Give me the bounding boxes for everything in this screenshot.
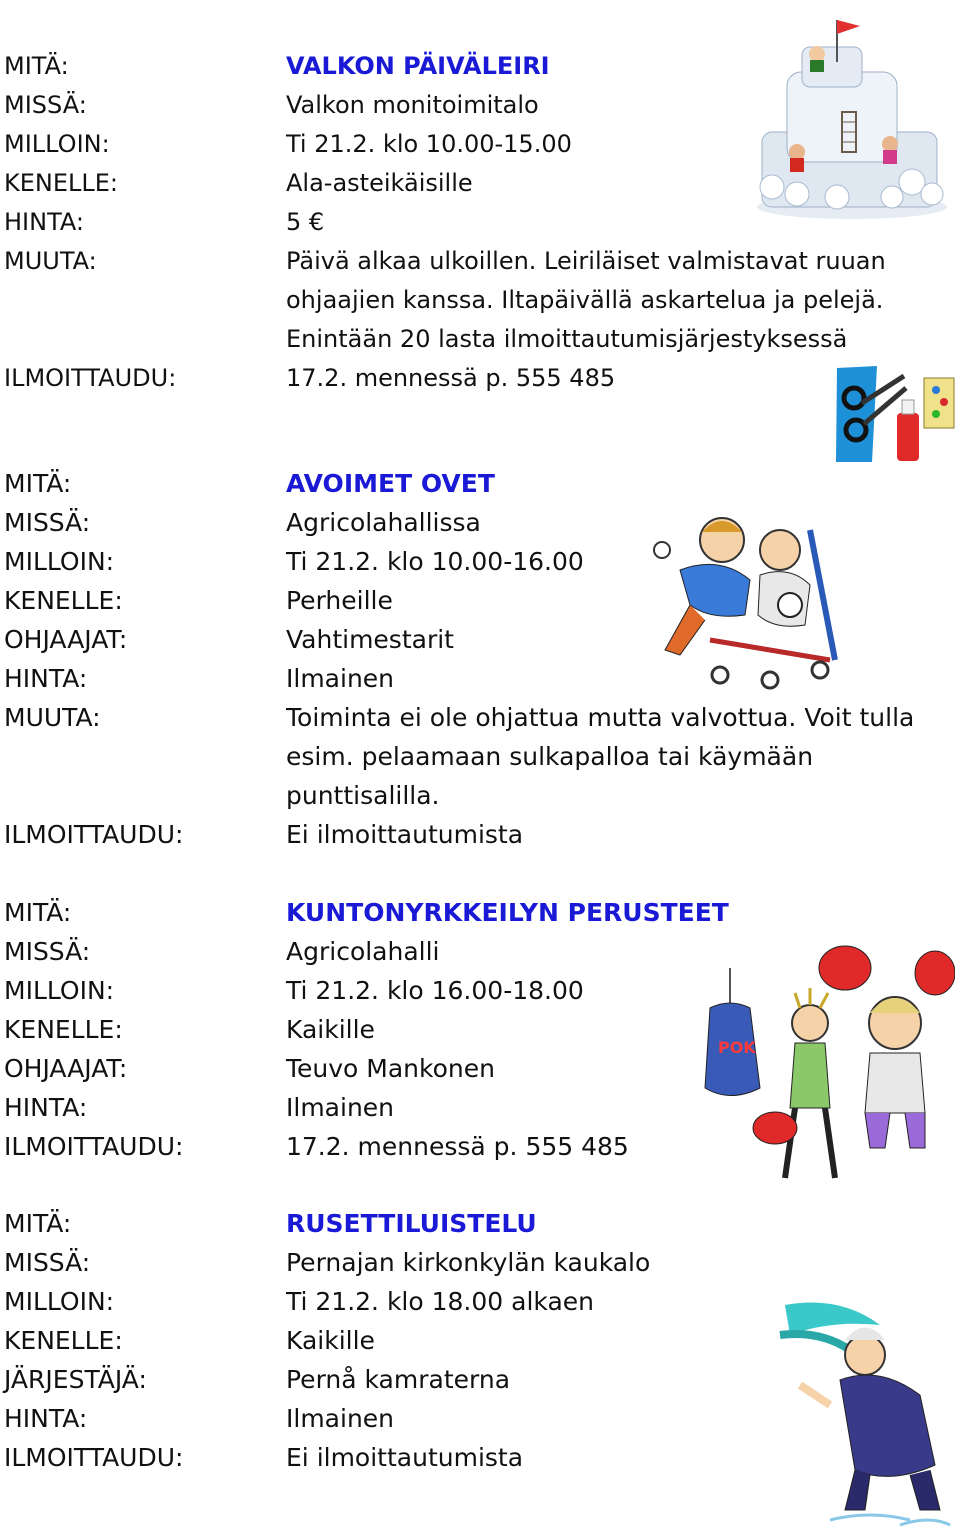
field-value: Ilmainen bbox=[286, 664, 395, 693]
event-title: VALKON PÄIVÄLEIRI bbox=[286, 52, 550, 80]
field-value: Agricolahalli bbox=[286, 937, 440, 966]
field-label: MISSÄ: bbox=[4, 91, 87, 119]
field-label: HINTA: bbox=[4, 664, 88, 693]
field-value: Ilmainen bbox=[286, 1093, 395, 1122]
field-label: ILMOITTAUDU: bbox=[4, 1443, 184, 1472]
field-value: Vahtimestarit bbox=[286, 625, 454, 654]
field-label: MITÄ: bbox=[4, 469, 72, 498]
field-label: ILMOITTAUDU: bbox=[4, 820, 184, 849]
field-value: Ilmainen bbox=[286, 1404, 395, 1433]
field-label: KENELLE: bbox=[4, 586, 123, 615]
field-value: 17.2. mennessä p. 555 485 bbox=[286, 364, 616, 392]
field-value: Ti 21.2. klo 16.00-18.00 bbox=[286, 976, 584, 1005]
field-value: Toiminta ei ole ohjattua mutta valvottua. Voit tulla esim. pelaamaan sulkapalloa tai käymään punttisalilla. bbox=[286, 703, 915, 810]
field-value: Ti 21.2. klo 10.00-16.00 bbox=[286, 547, 584, 576]
field-label: KENELLE: bbox=[4, 1015, 123, 1044]
field-value: Teuvo Mankonen bbox=[286, 1054, 495, 1083]
field-label: MUUTA: bbox=[4, 703, 101, 732]
field-value: Pernå kamraterna bbox=[286, 1365, 511, 1394]
field-value: Ti 21.2. klo 18.00 alkaen bbox=[286, 1287, 594, 1316]
field-value: Perheille bbox=[286, 586, 393, 615]
field-label: MUUTA: bbox=[4, 247, 97, 275]
field-label: OHJAAJAT: bbox=[4, 625, 128, 654]
field-label: KENELLE: bbox=[4, 1326, 123, 1355]
snow-fort-clipart bbox=[742, 12, 952, 227]
field-label: MITÄ: bbox=[4, 52, 69, 80]
field-label: MITÄ: bbox=[4, 898, 72, 927]
field-label: MILLOIN: bbox=[4, 547, 115, 576]
event-title: KUNTONYRKKEILYN PERUSTEET bbox=[286, 898, 729, 927]
field-label: HINTA: bbox=[4, 1404, 88, 1433]
punch-bag-label: POK bbox=[718, 1038, 756, 1057]
field-value: Ala-asteikäisille bbox=[286, 169, 473, 197]
field-label: JÄRJESTÄJÄ: bbox=[4, 1365, 147, 1394]
event-row-muuta bbox=[0, 698, 960, 815]
field-value: Agricolahallissa bbox=[286, 508, 481, 537]
field-value: Valkon monitoimitalo bbox=[286, 91, 539, 119]
ice-skater-clipart bbox=[760, 1295, 955, 1530]
field-label: ILMOITTAUDU: bbox=[4, 364, 177, 392]
field-value: Kaikille bbox=[286, 1326, 375, 1355]
field-label: MILLOIN: bbox=[4, 1287, 115, 1316]
field-value: 17.2. mennessä p. 555 485 bbox=[286, 1132, 629, 1161]
field-value: Päivä alkaa ulkoillen. Leiriläiset valmistavat ruuan ohjaajien kanssa. Iltapäivällä askartelua ja pelejä. Enintään 20 lasta ilmoittautumisjärjestyksessä bbox=[286, 247, 886, 353]
boxing-clipart bbox=[700, 938, 955, 1193]
field-label: MISSÄ: bbox=[4, 508, 91, 537]
field-label: MILLOIN: bbox=[4, 130, 110, 158]
field-value: Kaikille bbox=[286, 1015, 375, 1044]
field-label: KENELLE: bbox=[4, 169, 119, 197]
field-value: Ei ilmoittautumista bbox=[286, 1443, 524, 1472]
event-title: AVOIMET OVET bbox=[286, 469, 495, 498]
field-value: Pernajan kirkonkylän kaukalo bbox=[286, 1248, 651, 1277]
event-row-muuta bbox=[0, 242, 960, 359]
field-label: MISSÄ: bbox=[4, 937, 91, 966]
field-value: Ti 21.2. klo 10.00-15.00 bbox=[286, 130, 572, 158]
field-value: 5 € bbox=[286, 208, 325, 236]
field-label: HINTA: bbox=[4, 1093, 88, 1122]
scissors-glue-paint-clipart bbox=[832, 358, 956, 470]
field-value: Ei ilmoittautumista bbox=[286, 820, 524, 849]
field-label: HINTA: bbox=[4, 208, 84, 236]
field-label: OHJAAJAT: bbox=[4, 1054, 128, 1083]
family-sports-clipart bbox=[650, 510, 850, 690]
field-label: MISSÄ: bbox=[4, 1248, 91, 1277]
field-label: MILLOIN: bbox=[4, 976, 115, 1005]
field-label: ILMOITTAUDU: bbox=[4, 1132, 184, 1161]
field-label: MITÄ: bbox=[4, 1209, 72, 1238]
event-title: RUSETTILUISTELU bbox=[286, 1209, 537, 1238]
